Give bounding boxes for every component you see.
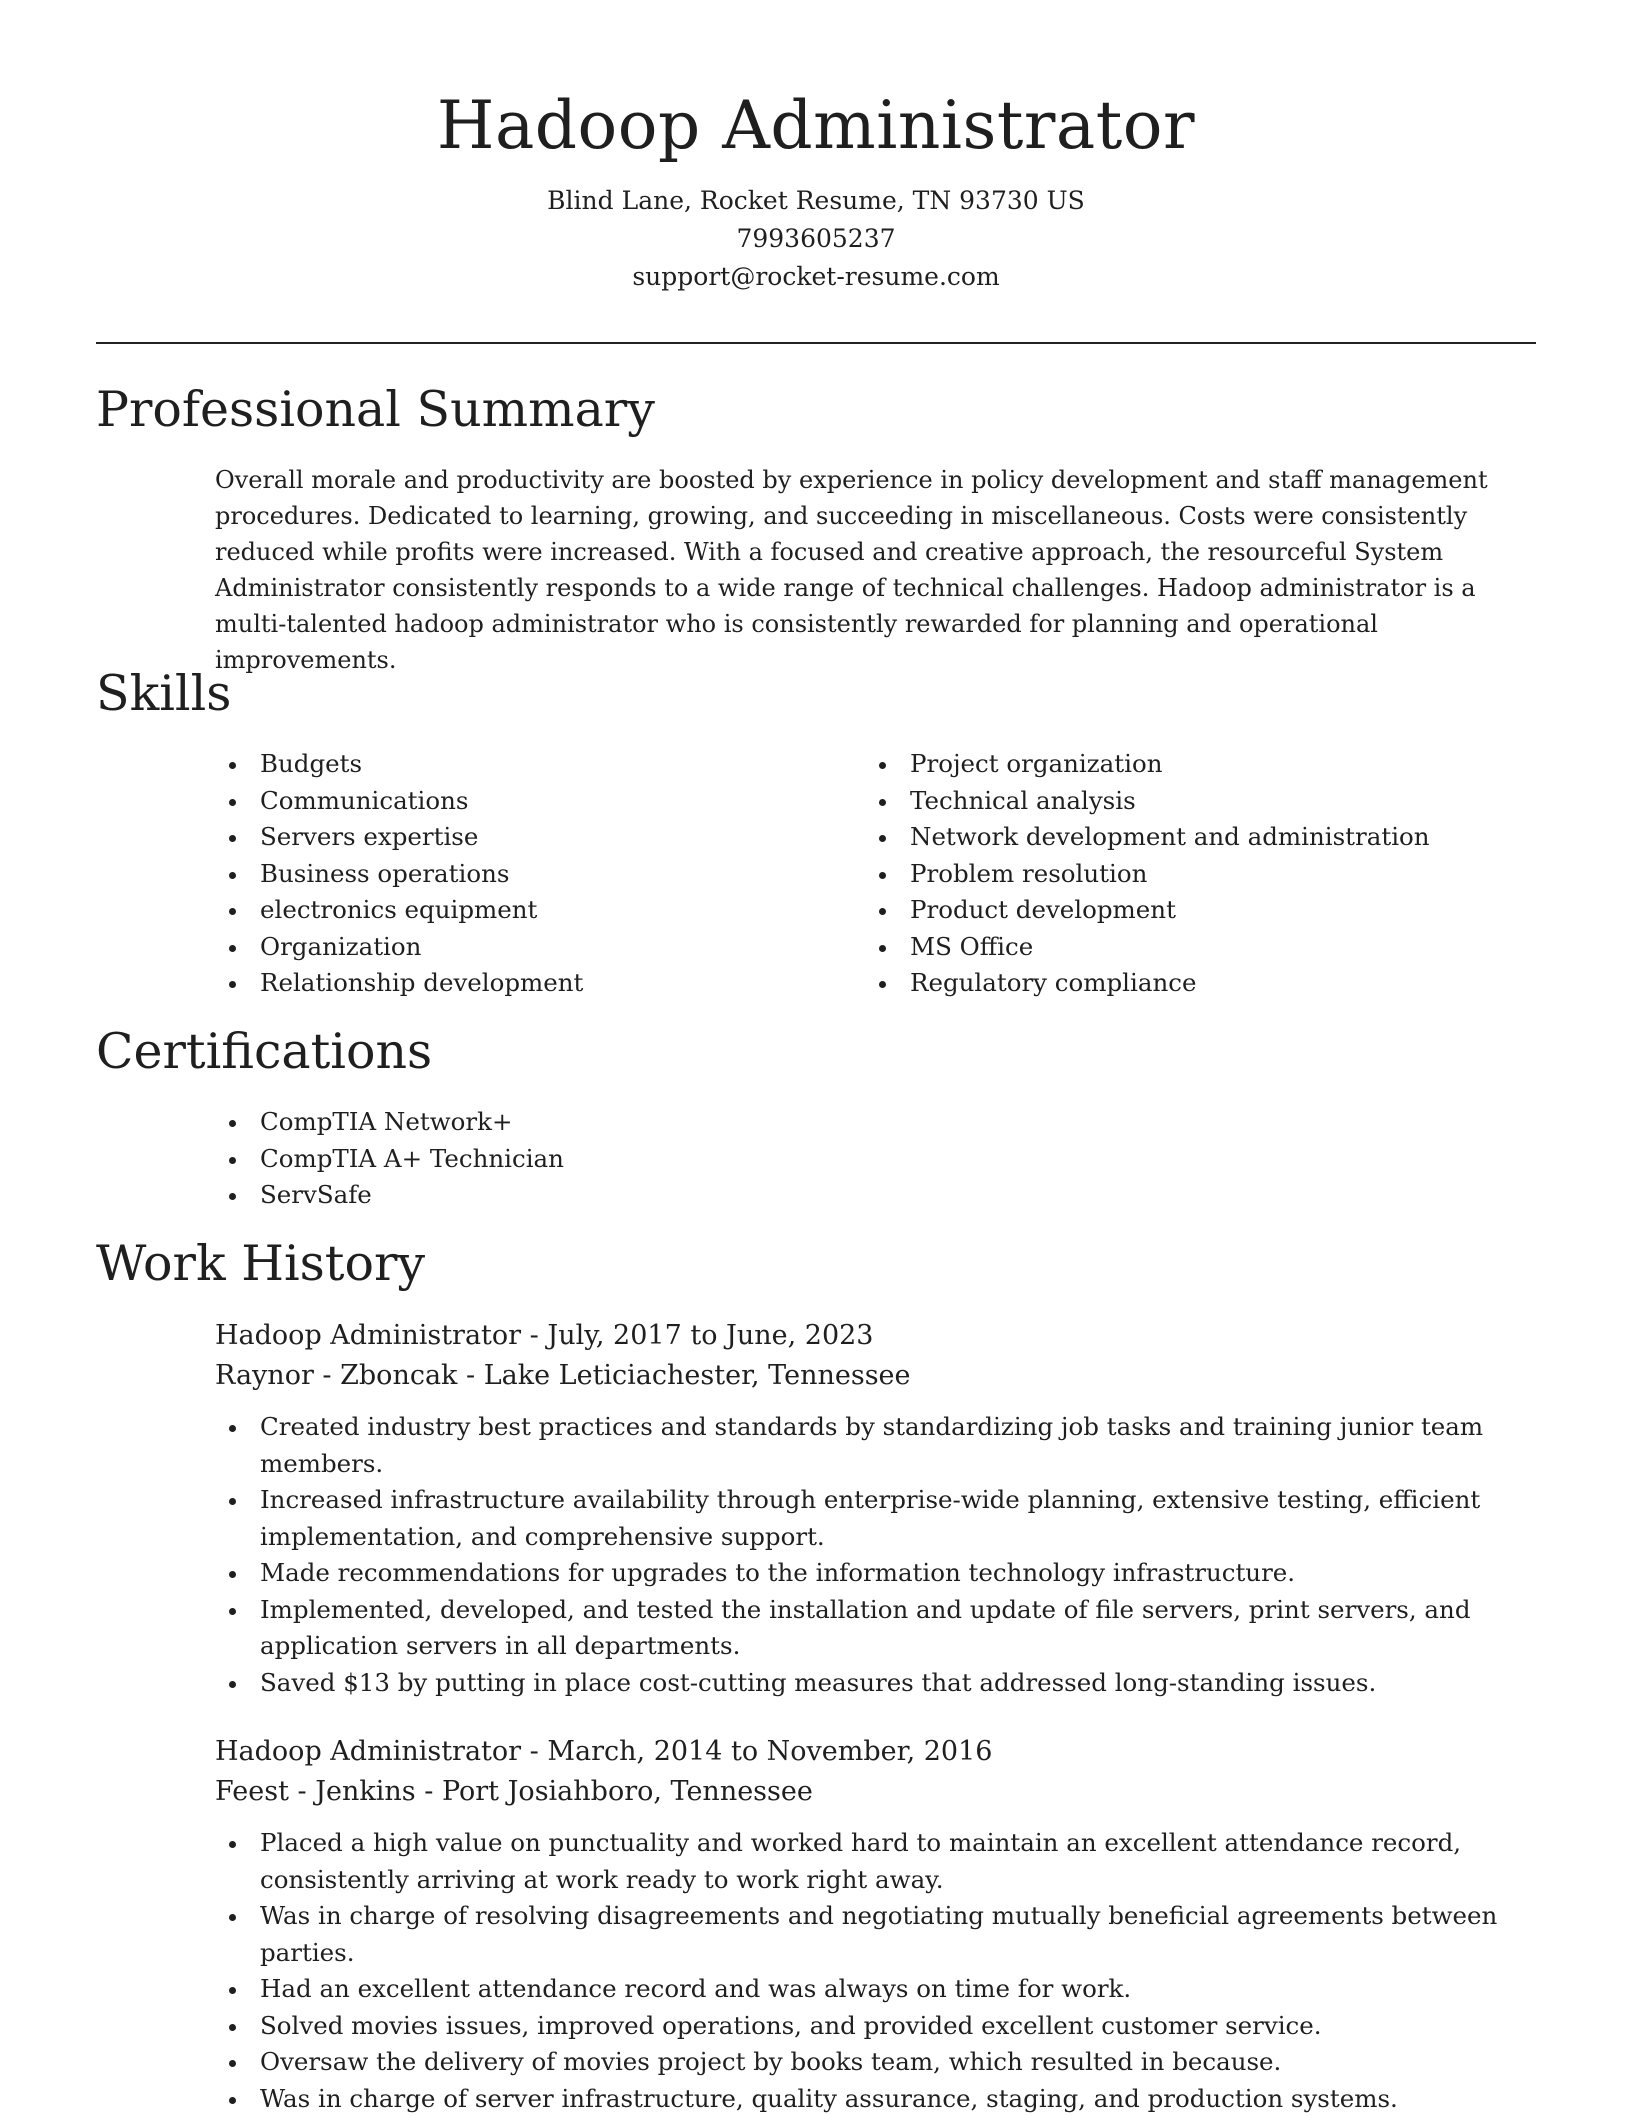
job-title: Hadoop Administrator	[215, 1736, 521, 1767]
list-item: CompTIA A+ Technician	[216, 1141, 916, 1178]
list-item: Made recommendations for upgrades to the information technology infrastructure.	[216, 1555, 1536, 1592]
phone: 7993605237	[0, 220, 1632, 258]
header-divider	[96, 342, 1536, 344]
list-item: Communications	[216, 783, 816, 820]
list-item: Organization	[216, 929, 816, 966]
list-item: Regulatory compliance	[866, 965, 1536, 1002]
job-dates: - March, 2014 to November, 2016	[521, 1736, 992, 1767]
job-bullets	[216, 1825, 1536, 2117]
candidate-name: Hadoop Administrator	[0, 84, 1632, 168]
list-item: Problem resolution	[866, 856, 1536, 893]
list-item: Placed a high value on punctuality and worked hard to maintain an excellent attendance record, consistently arriving at work ready to work right away.	[216, 1825, 1536, 1898]
address: Blind Lane, Rocket Resume, TN 93730 US	[0, 182, 1632, 220]
work-history-heading: Work History	[96, 1234, 425, 1294]
job-title-line	[215, 1732, 992, 1772]
list-item: Network development and administration	[866, 819, 1536, 856]
list-item: Saved $13 by putting in place cost-cutting measures that addressed long-standing issues.	[216, 1665, 1536, 1702]
certifications-list	[216, 1104, 916, 1214]
list-item: CompTIA Network+	[216, 1104, 916, 1141]
list-item: electronics equipment	[216, 892, 816, 929]
job-company: Raynor - Zboncak	[215, 1360, 457, 1391]
job-location: - Port Josiahboro, Tennessee	[416, 1776, 813, 1807]
job-company-line	[215, 1772, 813, 1812]
job-dates: - July, 2017 to June, 2023	[521, 1320, 873, 1351]
job-company-line	[215, 1356, 911, 1396]
summary-heading: Professional Summary	[96, 380, 655, 440]
email: support@rocket-resume.com	[0, 258, 1632, 296]
job-location: - Lake Leticiachester, Tennessee	[457, 1360, 910, 1391]
list-item: Increased infrastructure availability through enterprise-wide planning, extensive testing, efficient implementation, and comprehensive support.	[216, 1482, 1536, 1555]
list-item: Business operations	[216, 856, 816, 893]
list-item: Oversaw the delivery of movies project by books team, which resulted in because.	[216, 2044, 1536, 2081]
job-title-line	[215, 1316, 874, 1356]
skills-heading: Skills	[96, 664, 231, 724]
list-item: Implemented, developed, and tested the installation and update of file servers, print servers, and application servers in all departments.	[216, 1592, 1536, 1665]
list-item: Created industry best practices and standards by standardizing job tasks and training junior team members.	[216, 1409, 1536, 1482]
job-title: Hadoop Administrator	[215, 1320, 521, 1351]
skills-list-left	[216, 746, 816, 1002]
job-company: Feest - Jenkins	[215, 1776, 416, 1807]
skills-list-right	[866, 746, 1536, 1002]
resume-header	[0, 0, 1632, 296]
job-bullets	[216, 1409, 1536, 1701]
list-item: Was in charge of resolving disagreements and negotiating mutually beneficial agreements between parties.	[216, 1898, 1536, 1971]
list-item: Product development	[866, 892, 1536, 929]
list-item: MS Office	[866, 929, 1536, 966]
list-item: Solved movies issues, improved operations, and provided excellent customer service.	[216, 2008, 1536, 2045]
list-item: Servers expertise	[216, 819, 816, 856]
certifications-heading: Certifications	[96, 1022, 432, 1082]
list-item: ServSafe	[216, 1177, 916, 1214]
contact-info	[0, 182, 1632, 296]
list-item: Relationship development	[216, 965, 816, 1002]
list-item: Budgets	[216, 746, 816, 783]
list-item: Had an excellent attendance record and was always on time for work.	[216, 1971, 1536, 2008]
list-item: Was in charge of server infrastructure, quality assurance, staging, and production systems.	[216, 2081, 1536, 2117]
list-item: Technical analysis	[866, 783, 1536, 820]
list-item: Project organization	[866, 746, 1536, 783]
summary-text: Overall morale and productivity are boosted by experience in policy development and staff management procedures. Dedicated to learning, growing, and succeeding in miscellaneous. Costs were consistently reduced while profits were increased. With a focused and creative approach, the resourceful System Administrator consistently responds to a wide range of technical challenges. Hadoop administrator is a multi-talented hadoop administrator who is consistently rewarded for planning and operational improvements.	[215, 462, 1535, 678]
